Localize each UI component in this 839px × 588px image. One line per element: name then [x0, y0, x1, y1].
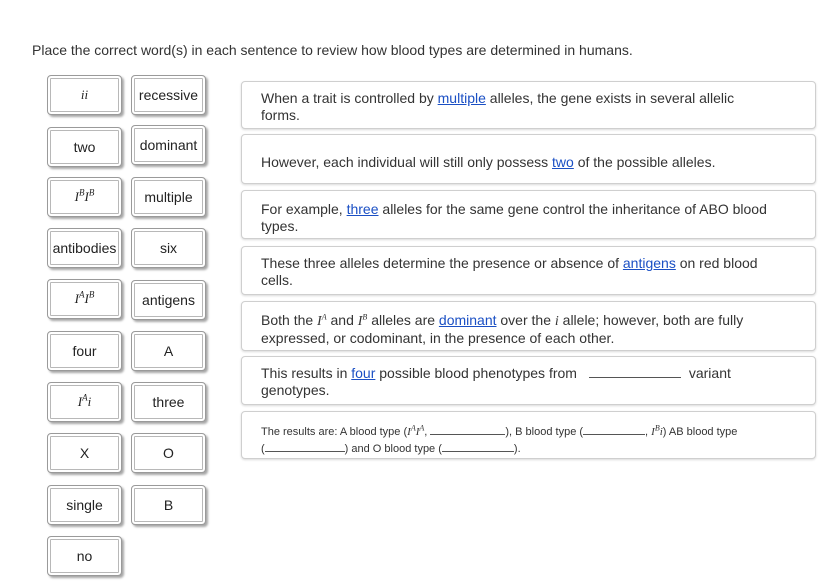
word-tile-iai-label: $I^Ai$ [77, 392, 92, 409]
word-tile-three[interactable]: three [131, 382, 206, 422]
drop-zone-empty[interactable] [430, 424, 505, 435]
word-tile-ibib-label: $I^BI^B$ [74, 187, 95, 204]
sentence-text: ) AB blood type [662, 426, 738, 438]
sentence-6 [241, 356, 816, 405]
word-tile-single[interactable]: single [47, 485, 122, 525]
drop-zone-filled[interactable]: four [351, 365, 376, 381]
word-tile-antibodies[interactable]: antibodies [47, 228, 122, 268]
drop-zone-filled[interactable]: antigens [622, 255, 676, 271]
sentence-text: ( [261, 443, 265, 455]
allele-sup: A [321, 312, 327, 322]
drop-zone-filled[interactable]: multiple [437, 90, 486, 106]
word-tile-iaib[interactable] [47, 279, 122, 319]
sentence-text: This results in [261, 365, 352, 381]
drop-zone-empty[interactable] [265, 441, 345, 452]
allele-ibi [651, 423, 663, 438]
sentence-text: alleles, the gene exists in several allelic [485, 90, 735, 106]
sentence-text: types. [261, 218, 299, 234]
sentence-text: alleles for the same gene control the inheritance of ABO blood [378, 201, 767, 217]
genotype-label: $I^AI^A$ [407, 423, 425, 438]
sentence-text: These three alleles determine the presence or absence of [261, 255, 623, 271]
drop-zone-empty[interactable] [589, 365, 681, 378]
sentence-text: , [645, 426, 652, 438]
word-tile-b[interactable]: B [131, 485, 206, 525]
sentence-text: However, each individual will still only possess [261, 154, 553, 170]
sentence-text: and [326, 312, 358, 328]
word-tile-iaib-label: $I^AI^B$ [74, 289, 95, 306]
sentence-text: alleles are [367, 312, 439, 328]
sentence-text: genotypes. [261, 382, 330, 398]
word-tile-ibib[interactable] [47, 177, 122, 217]
sentence-5 [241, 301, 816, 351]
sentence-text: on red blood [675, 255, 758, 271]
sentence-text: possible blood phenotypes from [375, 365, 577, 381]
sentence-7 [241, 411, 816, 459]
sentence-2 [241, 134, 816, 184]
word-tile-four[interactable]: four [47, 331, 122, 371]
drop-zone-filled[interactable]: dominant [438, 312, 497, 328]
word-tile-antigens[interactable]: antigens [131, 280, 206, 320]
sentence-text: cells. [261, 272, 293, 288]
allele-ib [358, 314, 368, 329]
allele-letter: I [317, 314, 322, 329]
sentence-text: ) and O blood type ( [344, 443, 442, 455]
sentence-text: For example, [261, 201, 347, 217]
drop-zone-empty[interactable] [442, 441, 514, 452]
sentence-3 [241, 190, 816, 239]
drop-zone-filled[interactable]: two [552, 154, 574, 170]
drop-zone-filled[interactable]: three [346, 201, 379, 217]
sentence-text: Both the [261, 312, 318, 328]
word-tile-a[interactable]: A [131, 331, 206, 371]
allele-i: i [554, 314, 559, 329]
sentence-text: variant [688, 365, 731, 381]
word-tile-o[interactable]: O [131, 433, 206, 473]
sentence-text: allele; however, both are fully [558, 312, 744, 328]
sentence-text: expressed, or codominant, in the presence of each other. [261, 330, 615, 346]
sentence-1 [241, 81, 816, 129]
word-tile-multiple[interactable]: multiple [131, 177, 206, 217]
sentence-text: of the possible alleles. [573, 154, 716, 170]
allele-letter: I [357, 314, 363, 329]
genotype-label: $I^Bi$ [651, 423, 663, 438]
word-tile-recessive[interactable]: recessive [131, 75, 206, 115]
allele-iaia [407, 423, 425, 438]
sentence-text: , [424, 426, 431, 438]
word-tile-six[interactable]: six [131, 228, 206, 268]
allele-ia [317, 314, 327, 329]
word-tile-two[interactable]: two [47, 127, 122, 167]
allele-sup: B [362, 312, 368, 322]
instructions: Place the correct word(s) in each sentence to review how blood types are determined in humans. [32, 42, 633, 58]
sentence-4 [241, 246, 816, 295]
word-tile-iai[interactable] [47, 382, 122, 422]
drop-zone-empty[interactable] [583, 424, 645, 435]
sentence-text: forms. [261, 107, 300, 123]
sentence-text: The results are: A blood type ( [261, 426, 408, 438]
word-tile-x[interactable]: X [47, 433, 122, 473]
sentence-text: When a trait is controlled by [261, 90, 438, 106]
word-tile-no[interactable]: no [47, 536, 122, 576]
word-tile-ii[interactable]: ii [47, 75, 122, 115]
word-tile-dominant[interactable]: dominant [131, 125, 206, 165]
sentence-text: over the [496, 312, 555, 328]
sentence-text: ). [513, 443, 521, 455]
sentence-text: ), B blood type ( [505, 426, 584, 438]
